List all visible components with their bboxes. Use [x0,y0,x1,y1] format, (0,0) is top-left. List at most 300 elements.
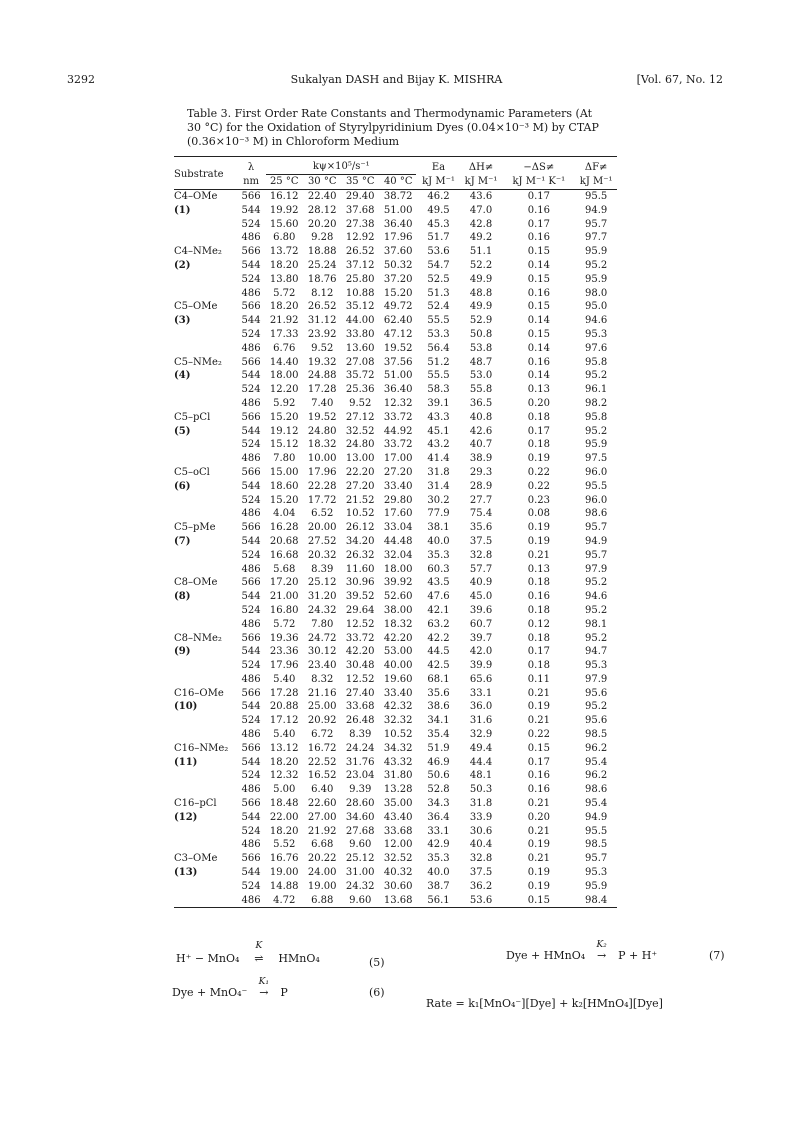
table-cell: 7.80 [273,453,296,465]
table-cell: 30.2 [427,494,450,506]
substrate-number-label: (12) [174,811,198,823]
table-cell: 32.9 [469,729,493,741]
table-cell: 34.60 [345,811,375,823]
table-cell: 62.40 [383,315,413,327]
table-cell: 27.00 [307,811,337,823]
table-cell: 95.6 [585,687,608,699]
table-cell: 46.9 [427,756,450,768]
table-cell: 0.19 [527,839,550,851]
table-cell: 94.6 [585,315,608,327]
table-cell: 18.20 [269,756,299,768]
table-row [174,769,617,783]
table-cell: 0.19 [527,535,550,547]
dh-header: ΔH≠ [468,162,494,173]
table-row [174,880,617,894]
table-cell: 0.15 [527,328,550,340]
table-cell: 524 [241,660,261,672]
table-cell: 38.1 [427,522,450,534]
table-row [174,314,617,328]
table-cell: 95.2 [585,370,608,382]
table-cell: 23.36 [269,646,299,658]
table-cell: 40.0 [427,535,450,547]
table-cell: 34.1 [427,715,450,727]
substrate-number [174,535,237,549]
substrate-empty [174,838,237,852]
substrate-number [174,204,237,218]
table-cell: 98.0 [585,287,608,299]
substrate-empty [174,328,237,342]
table-cell: 97.6 [585,342,608,354]
table-row [174,604,617,618]
table-cell: 44.00 [345,315,375,327]
substrate-number-label: (2) [174,259,191,271]
table-cell: 95.2 [585,604,608,616]
table-body [174,190,617,908]
table-cell: 95.2 [585,425,608,437]
table-cell: 17.20 [269,577,299,589]
table-row [174,328,617,342]
table-cell: 0.18 [527,660,550,672]
table-cell: 486 [241,894,261,906]
table-row [174,273,617,287]
table-cell: 96.0 [585,494,608,506]
table-cell: 21.92 [307,825,337,837]
table-cell: 30.48 [345,660,375,672]
table-cell: 65.6 [469,673,493,685]
reaction-arrow: K₁ → [258,977,270,999]
table-cell: 42.6 [469,425,493,437]
table-cell: 19.36 [269,632,299,644]
table-cell: 9.52 [311,342,334,354]
table-cell: 68.1 [427,673,450,685]
table-cell: 98.6 [585,784,608,796]
table-cell: 24.00 [307,867,337,879]
table-cell: 36.4 [427,811,450,823]
table-cell: 6.88 [311,894,334,906]
table-row [174,590,617,604]
table-cell: 23.40 [307,660,337,672]
substrate-number [174,866,237,880]
table-cell: 27.20 [383,466,413,478]
table-cell: 8.39 [311,563,334,575]
table-cell: 0.18 [527,411,550,423]
table-cell: 57.7 [469,563,493,575]
table-cell: 9.28 [311,232,334,244]
table-cell: 566 [241,577,261,589]
table-cell: 60.3 [427,563,450,575]
table-cell: 19.92 [269,204,299,216]
table-cell: 20.22 [307,853,337,865]
table-cell: 18.32 [383,618,413,630]
table-cell: 544 [241,811,261,823]
table-cell: 36.40 [383,218,413,230]
table-cell: 486 [241,397,261,409]
table-cell: 0.16 [527,784,550,796]
table-cell: 21.52 [345,494,375,506]
table-cell: 26.12 [345,522,375,534]
table-cell: 33.72 [383,411,413,423]
table-cell: 486 [241,563,261,575]
table-cell: 0.19 [527,880,550,892]
table-cell: 95.0 [585,301,608,313]
ea-header: Ea [431,162,446,173]
table-cell: 37.5 [469,535,493,547]
table-cell: 35.3 [427,549,450,561]
table-cell: 31.76 [345,756,375,768]
table-cell: 0.15 [527,273,550,285]
table-cell: 32.8 [469,549,493,561]
table-cell: 38.6 [427,701,450,713]
substrate-name: C8–OMe [174,577,218,589]
table-cell: 6.68 [311,839,334,851]
table-cell: 0.14 [527,259,550,271]
ds-header: −ΔS≠ [523,162,555,173]
table-row [174,218,617,232]
table-cell: 18.20 [269,301,299,313]
table-cell: 95.8 [585,411,608,423]
substrate-number-label: (6) [174,480,191,492]
table-cell: 0.19 [527,701,550,713]
table-row [174,632,617,646]
table-cell: 13.00 [345,453,375,465]
table-cell: 39.52 [345,591,375,603]
table-cell: 20.20 [307,218,337,230]
table-cell: 24.88 [307,370,337,382]
table-cell: 0.21 [527,825,550,837]
table-cell: 16.68 [269,549,299,561]
substrate-empty [174,494,237,508]
substrate-number [174,756,237,770]
page-number: 3292 [67,73,95,86]
table-cell: 26.48 [345,715,375,727]
table-row [174,549,617,563]
table-cell: 31.4 [427,480,450,492]
table-row [174,300,617,314]
table-row [174,673,617,687]
table-cell: 13.80 [269,273,299,285]
equation-5-number: (5) [369,956,385,969]
table-cell: 95.9 [585,439,608,451]
table-row [174,728,617,742]
table-cell: 44.5 [427,646,450,658]
eq7-left: Dye + HMnO₄ [506,949,586,962]
table-cell: 31.12 [307,315,337,327]
table-cell: 4.04 [273,508,296,520]
table-cell: 18.20 [269,259,299,271]
equilibrium-arrow: K ⇌ [254,941,264,965]
table-cell: 28.12 [307,204,337,216]
substrate-empty [174,438,237,452]
table-cell: 32.52 [383,853,413,865]
table-row [174,245,617,259]
eq5-right: HMnO₄ [278,952,320,965]
table-cell: 20.00 [307,522,337,534]
table-cell: 23.92 [307,328,337,340]
table-cell: 49.9 [469,273,493,285]
table-row [174,397,617,411]
table-cell: 51.3 [427,287,450,299]
table-row [174,563,617,577]
table-cell: 0.21 [527,853,550,865]
table-row [174,259,617,273]
table-cell: 524 [241,328,261,340]
table-cell: 524 [241,218,261,230]
table-cell: 49.9 [469,301,493,313]
table-cell: 33.68 [345,701,375,713]
table-cell: 0.19 [527,867,550,879]
table-cell: 21.16 [307,687,337,699]
table-cell: 53.6 [427,246,450,258]
table-cell: 15.20 [269,494,299,506]
table-cell: 16.76 [269,853,299,865]
table-cell: 26.52 [345,246,375,258]
table-cell: 36.2 [469,880,493,892]
table-cell: 95.5 [585,825,608,837]
table-cell: 52.8 [427,784,450,796]
table-cell: 12.92 [345,232,375,244]
table-cell: 53.0 [469,370,493,382]
table-cell: 20.92 [307,715,337,727]
table-cell: 7.40 [311,397,334,409]
table-cell: 0.19 [527,522,550,534]
substrate-number [174,259,237,273]
table-cell: 16.80 [269,604,299,616]
table-cell: 17.96 [269,660,299,672]
table-cell: 18.88 [307,246,337,258]
table-row [174,494,617,508]
eq7-right: P + H⁺ [618,949,658,962]
table-cell: 22.52 [307,756,337,768]
table-cell: 14.40 [269,356,299,368]
table-cell: 49.2 [469,232,493,244]
table-cell: 566 [241,191,261,202]
table-cell: 55.8 [469,384,493,396]
table-cell: 43.32 [383,756,413,768]
table-row [174,535,617,549]
table-cell: 13.12 [269,742,299,754]
table-cell: 42.2 [427,632,450,644]
table-cell: 44.4 [469,756,493,768]
table-cell: 0.14 [527,315,550,327]
table-row [174,894,617,908]
table-cell: 53.6 [469,894,493,906]
table-cell: 0.17 [527,756,550,768]
table-cell: 0.17 [527,425,550,437]
table-cell: 5.72 [273,287,296,299]
table-cell: 0.14 [527,370,550,382]
table-cell: 0.20 [527,811,550,823]
table-cell: 53.3 [427,328,450,340]
table-cell: 9.52 [349,397,372,409]
substrate-number-label: (1) [174,204,191,216]
table-cell: 30.12 [307,646,337,658]
table-cell: 30.6 [469,825,493,837]
table-cell: 13.28 [383,784,413,796]
table-cell: 30.60 [383,880,413,892]
table-cell: 24.32 [345,880,375,892]
table-row [174,287,617,301]
table-cell: 20.32 [307,549,337,561]
table-cell: 36.40 [383,384,413,396]
substrate-empty [174,397,237,411]
table-cell: 566 [241,246,261,258]
table-cell: 17.33 [269,328,299,340]
table-cell: 0.11 [527,673,550,685]
table-cell: 524 [241,825,261,837]
table-cell: 55.5 [427,370,450,382]
table-cell: 0.14 [527,342,550,354]
table-cell: 0.13 [527,563,550,575]
substrate-number-label: (10) [174,701,198,713]
table-cell: 31.8 [469,798,493,810]
table-cell: 26.52 [307,301,337,313]
table-cell: 45.0 [469,591,493,603]
lambda-header: λ [247,162,255,173]
substrate-number-label: (3) [174,315,191,327]
table-cell: 33.1 [427,825,450,837]
table-cell: 95.6 [585,715,608,727]
table-cell: 42.9 [427,839,450,851]
table-cell: 32.32 [383,715,413,727]
substrate-number [174,314,237,328]
table-cell: 0.21 [527,715,550,727]
table-cell: 40.00 [383,660,413,672]
substrate-empty [174,273,237,287]
table-cell: 18.76 [307,273,337,285]
substrate-header: Substrate [174,157,237,190]
table-cell: 22.00 [269,811,299,823]
table-cell: 524 [241,273,261,285]
table-cell: 21.92 [269,315,299,327]
table-cell: 75.4 [469,508,493,520]
substrate-number-label: (11) [174,756,198,768]
table-cell: 29.40 [345,191,375,202]
table-cell: 0.22 [527,466,550,478]
table-cell: 15.20 [383,287,413,299]
table-row [174,466,617,480]
table-cell: 18.60 [269,480,299,492]
table-cell: 25.00 [307,701,337,713]
table-cell: 43.5 [427,577,450,589]
substrate-name: C5–oCl [174,466,210,478]
table-cell: 544 [241,315,261,327]
substrate-empty [174,383,237,397]
table-cell: 10.00 [307,453,337,465]
reaction-arrow: K₂ → [596,940,607,962]
table-cell: 40.8 [469,411,493,423]
table-row [174,783,617,797]
table-cell: 486 [241,673,261,685]
table-cell: 15.20 [269,411,299,423]
table-cell: 7.80 [311,618,334,630]
table-cell: 33.04 [383,522,413,534]
table-cell: 0.21 [527,549,550,561]
table-cell: 16.28 [269,522,299,534]
table-cell: 0.17 [527,218,550,230]
table-cell: 39.7 [469,632,493,644]
table-cell: 94.9 [585,535,608,547]
table-cell: 0.16 [527,287,550,299]
table-cell: 27.7 [469,494,493,506]
table-cell: 95.9 [585,880,608,892]
table-cell: 98.5 [585,839,608,851]
substrate-empty [174,769,237,783]
table-cell: 94.7 [585,646,608,658]
table-cell: 43.40 [383,811,413,823]
table-cell: 31.20 [307,591,337,603]
table-cell: 60.7 [469,618,493,630]
table-cell: 17.96 [307,466,337,478]
equation-7-number: (7) [709,949,725,962]
table-cell: 0.21 [527,687,550,699]
substrate-number-label: (7) [174,535,191,547]
table-cell: 51.9 [427,742,450,754]
header-row-2 [174,175,617,190]
table-cell: 6.40 [311,784,334,796]
table-cell: 95.9 [585,273,608,285]
table-row [174,342,617,356]
table-cell: 10.52 [345,508,375,520]
table-cell: 524 [241,494,261,506]
equation-5 [176,941,320,965]
table-cell: 17.60 [383,508,413,520]
substrate-number-label: (13) [174,867,198,879]
table-cell: 18.20 [269,825,299,837]
table-cell: 50.6 [427,770,450,782]
substrate-empty [174,549,237,563]
table-cell: 32.04 [383,549,413,561]
table-cell: 33.9 [469,811,493,823]
substrate-name: C8–NMe₂ [174,632,222,644]
substrate-empty [174,452,237,466]
table-cell: 9.60 [349,839,372,851]
substrate-empty [174,783,237,797]
table-row [174,521,617,535]
table-cell: 20.88 [269,701,299,713]
substrate-number-label: (8) [174,591,191,603]
table-cell: 17.12 [269,715,299,727]
table-cell: 25.80 [345,273,375,285]
table-cell: 63.2 [427,618,450,630]
table-cell: 95.5 [585,191,608,202]
table-cell: 58.3 [427,384,450,396]
table-cell: 0.22 [527,480,550,492]
table-row [174,231,617,245]
table-cell: 524 [241,604,261,616]
table-cell: 17.28 [269,687,299,699]
table-cell: 95.8 [585,356,608,368]
table-cell: 33.1 [469,687,493,699]
table-cell: 13.72 [269,246,299,258]
table-cell: 48.8 [469,287,493,299]
table-cell: 19.00 [307,880,337,892]
table-cell: 52.2 [469,259,493,271]
table-cell: 50.3 [469,784,493,796]
table-cell: 56.4 [427,342,450,354]
table-cell: 98.6 [585,508,608,520]
table-row [174,714,617,728]
table-cell: 0.18 [527,632,550,644]
table-row [174,659,617,673]
table-cell: 0.13 [527,384,550,396]
table-cell: 0.15 [527,742,550,754]
table-cell: 0.17 [527,191,550,202]
table-cell: 19.12 [269,425,299,437]
table-cell: 29.80 [383,494,413,506]
table-cell: 51.2 [427,356,450,368]
table-cell: 6.80 [273,232,296,244]
table-cell: 41.4 [427,453,450,465]
